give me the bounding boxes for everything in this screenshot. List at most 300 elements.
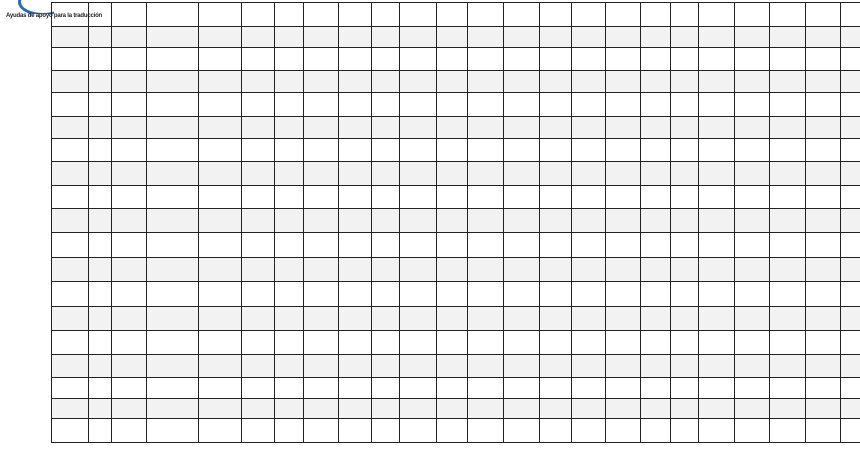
table-cell <box>112 233 147 258</box>
table-cell <box>400 378 437 399</box>
table-cell <box>504 162 540 186</box>
table-cell <box>89 27 112 48</box>
table-cell <box>572 233 606 258</box>
table-row <box>52 93 860 117</box>
table-cell <box>468 117 504 139</box>
table-cell <box>242 71 275 93</box>
table-cell <box>437 117 468 139</box>
table-cell <box>437 258 468 282</box>
table-cell <box>52 209 89 233</box>
table-cell <box>806 399 841 419</box>
table-cell <box>606 378 641 399</box>
table-cell <box>504 139 540 162</box>
logo-ring-icon <box>18 0 54 14</box>
table-cell <box>806 186 841 209</box>
table-cell <box>671 209 699 233</box>
table-cell <box>770 419 806 443</box>
table-cell <box>89 282 112 307</box>
table-cell <box>147 48 199 71</box>
logo <box>14 0 54 14</box>
table-cell <box>841 258 860 282</box>
table-cell <box>841 139 860 162</box>
table-cell <box>606 71 641 93</box>
table-cell <box>275 3 304 27</box>
table-cell <box>540 117 572 139</box>
table-cell <box>304 139 339 162</box>
table-cell <box>112 139 147 162</box>
table-row <box>52 355 860 378</box>
table-cell <box>242 419 275 443</box>
table-cell <box>52 186 89 209</box>
table-cell <box>841 3 860 27</box>
table-cell <box>112 93 147 117</box>
table-cell <box>304 378 339 399</box>
table-cell <box>735 233 770 258</box>
table-cell <box>147 331 199 355</box>
table-cell <box>641 71 671 93</box>
table-cell <box>275 282 304 307</box>
table-cell <box>606 419 641 443</box>
table-cell <box>372 48 400 71</box>
table-cell <box>841 419 860 443</box>
table-cell <box>606 209 641 233</box>
table-cell <box>275 233 304 258</box>
table-cell <box>770 282 806 307</box>
table-cell <box>304 93 339 117</box>
table-cell <box>641 258 671 282</box>
table-cell <box>199 258 242 282</box>
table-cell <box>540 186 572 209</box>
table-cell <box>52 162 89 186</box>
table-cell <box>699 3 735 27</box>
table-cell <box>339 3 372 27</box>
table-cell <box>572 186 606 209</box>
table-cell <box>671 258 699 282</box>
table-cell <box>372 399 400 419</box>
table-cell <box>437 233 468 258</box>
table-cell <box>339 378 372 399</box>
table-cell <box>199 331 242 355</box>
table-cell <box>841 399 860 419</box>
table-cell <box>199 355 242 378</box>
table-cell <box>468 258 504 282</box>
table-cell <box>304 162 339 186</box>
table-cell <box>671 93 699 117</box>
table-cell <box>735 282 770 307</box>
table-row <box>52 307 860 331</box>
table-cell <box>770 233 806 258</box>
table-cell <box>112 258 147 282</box>
table-cell <box>699 307 735 331</box>
table-cell <box>400 93 437 117</box>
table-cell <box>112 331 147 355</box>
table-cell <box>372 355 400 378</box>
table-cell <box>572 355 606 378</box>
table-cell <box>199 419 242 443</box>
table-cell <box>199 209 242 233</box>
table-cell <box>504 233 540 258</box>
table-cell <box>806 209 841 233</box>
table-cell <box>437 419 468 443</box>
table-cell <box>572 117 606 139</box>
table-cell <box>468 3 504 27</box>
table-cell <box>89 48 112 71</box>
table-cell <box>147 93 199 117</box>
table-cell <box>468 27 504 48</box>
table-cell <box>275 186 304 209</box>
table-cell <box>112 378 147 399</box>
table-cell <box>400 233 437 258</box>
table-cell <box>841 378 860 399</box>
table-cell <box>841 93 860 117</box>
table-cell <box>437 48 468 71</box>
table-cell <box>699 258 735 282</box>
table-cell <box>572 93 606 117</box>
table-cell <box>372 162 400 186</box>
table-cell <box>770 258 806 282</box>
table-cell <box>770 71 806 93</box>
table-cell <box>641 378 671 399</box>
table-cell <box>699 93 735 117</box>
table-cell <box>437 378 468 399</box>
table-cell <box>304 233 339 258</box>
table-cell <box>572 71 606 93</box>
table-cell <box>572 399 606 419</box>
table-cell <box>304 307 339 331</box>
table-body <box>52 3 860 443</box>
table-cell <box>540 209 572 233</box>
table-cell <box>504 71 540 93</box>
table-cell <box>372 186 400 209</box>
table-cell <box>606 331 641 355</box>
table-cell <box>735 419 770 443</box>
table-cell <box>606 186 641 209</box>
table-row <box>52 186 860 209</box>
table-cell <box>437 331 468 355</box>
table-cell <box>242 186 275 209</box>
table-cell <box>400 186 437 209</box>
table-cell <box>641 233 671 258</box>
table-cell <box>147 282 199 307</box>
table-cell <box>806 139 841 162</box>
table-cell <box>199 48 242 71</box>
table-cell <box>540 71 572 93</box>
table-cell <box>339 355 372 378</box>
table-cell <box>275 307 304 331</box>
table-cell <box>504 419 540 443</box>
table-cell <box>275 162 304 186</box>
table-cell <box>540 419 572 443</box>
page-caption: Ayudas de apoyo para la traducción <box>6 13 103 19</box>
table-cell <box>112 71 147 93</box>
table-cell <box>806 27 841 48</box>
table-cell <box>339 282 372 307</box>
table-cell <box>735 93 770 117</box>
table-cell <box>275 117 304 139</box>
table-row <box>52 139 860 162</box>
table-cell <box>841 48 860 71</box>
table-cell <box>304 258 339 282</box>
table-cell <box>112 48 147 71</box>
table-cell <box>671 3 699 27</box>
table-cell <box>339 209 372 233</box>
table-cell <box>339 233 372 258</box>
table-cell <box>147 71 199 93</box>
table-cell <box>841 233 860 258</box>
table-cell <box>735 3 770 27</box>
table-cell <box>275 139 304 162</box>
table-cell <box>89 378 112 399</box>
table-cell <box>735 48 770 71</box>
table-cell <box>770 27 806 48</box>
table-cell <box>304 355 339 378</box>
table-cell <box>671 233 699 258</box>
table-cell <box>641 209 671 233</box>
table-cell <box>147 162 199 186</box>
table-cell <box>540 93 572 117</box>
table-cell <box>671 27 699 48</box>
table-cell <box>841 209 860 233</box>
table-cell <box>147 307 199 331</box>
table-cell <box>304 48 339 71</box>
table-cell <box>147 258 199 282</box>
table-cell <box>437 3 468 27</box>
table-cell <box>147 186 199 209</box>
table-cell <box>699 378 735 399</box>
table-cell <box>735 399 770 419</box>
table-cell <box>147 399 199 419</box>
table-cell <box>199 27 242 48</box>
table-cell <box>275 399 304 419</box>
table-cell <box>770 331 806 355</box>
table-cell <box>606 139 641 162</box>
table-cell <box>504 48 540 71</box>
table-cell <box>400 139 437 162</box>
table-cell <box>606 355 641 378</box>
table-cell <box>699 139 735 162</box>
table-cell <box>339 258 372 282</box>
table-cell <box>806 3 841 27</box>
table-cell <box>699 186 735 209</box>
table-cell <box>806 331 841 355</box>
table-cell <box>468 139 504 162</box>
table-cell <box>699 282 735 307</box>
table-cell <box>400 331 437 355</box>
logo-label <box>38 0 54 1</box>
table-cell <box>52 93 89 117</box>
table-cell <box>770 209 806 233</box>
table-cell <box>89 162 112 186</box>
data-table <box>51 2 860 443</box>
table-cell <box>304 186 339 209</box>
table-cell <box>540 162 572 186</box>
table-cell <box>806 307 841 331</box>
table-cell <box>52 378 89 399</box>
table-cell <box>372 233 400 258</box>
table-cell <box>806 71 841 93</box>
table-cell <box>372 331 400 355</box>
table-cell <box>242 282 275 307</box>
table-cell <box>242 378 275 399</box>
table-cell <box>806 233 841 258</box>
table-cell <box>540 139 572 162</box>
table-cell <box>275 378 304 399</box>
table-cell <box>304 117 339 139</box>
table-cell <box>89 419 112 443</box>
table-cell <box>504 117 540 139</box>
table-row <box>52 209 860 233</box>
table-cell <box>199 378 242 399</box>
table-cell <box>372 307 400 331</box>
table-cell <box>400 162 437 186</box>
table-cell <box>572 162 606 186</box>
table-cell <box>372 27 400 48</box>
table-cell <box>339 162 372 186</box>
table-cell <box>504 186 540 209</box>
table-cell <box>841 117 860 139</box>
table-cell <box>735 186 770 209</box>
table-cell <box>606 162 641 186</box>
table-cell <box>735 258 770 282</box>
table-cell <box>699 27 735 48</box>
table-cell <box>147 139 199 162</box>
table-cell <box>504 93 540 117</box>
table-cell <box>671 139 699 162</box>
table-cell <box>400 209 437 233</box>
table-cell <box>671 307 699 331</box>
table-cell <box>540 3 572 27</box>
table-cell <box>468 282 504 307</box>
table-cell <box>841 331 860 355</box>
table-cell <box>275 419 304 443</box>
table-cell <box>641 139 671 162</box>
table-cell <box>770 355 806 378</box>
table-cell <box>540 282 572 307</box>
table-cell <box>641 355 671 378</box>
table-cell <box>641 282 671 307</box>
table-cell <box>770 3 806 27</box>
table-cell <box>275 331 304 355</box>
table-cell <box>52 139 89 162</box>
table-cell <box>199 93 242 117</box>
table-cell <box>147 117 199 139</box>
table-row <box>52 258 860 282</box>
table-cell <box>52 48 89 71</box>
table-cell <box>437 399 468 419</box>
table-cell <box>304 282 339 307</box>
table-cell <box>468 209 504 233</box>
table-cell <box>770 378 806 399</box>
table-cell <box>735 378 770 399</box>
table-cell <box>304 399 339 419</box>
table-cell <box>112 307 147 331</box>
table-cell <box>606 93 641 117</box>
table-cell <box>275 209 304 233</box>
table-cell <box>572 258 606 282</box>
table-cell <box>806 378 841 399</box>
table-cell <box>275 93 304 117</box>
table-cell <box>339 71 372 93</box>
table-cell <box>770 162 806 186</box>
table-cell <box>606 48 641 71</box>
table-cell <box>735 162 770 186</box>
table-cell <box>671 355 699 378</box>
table-cell <box>89 307 112 331</box>
table-cell <box>339 139 372 162</box>
table-cell <box>504 307 540 331</box>
table-cell <box>89 258 112 282</box>
table-cell <box>735 139 770 162</box>
table-cell <box>606 27 641 48</box>
table-cell <box>372 139 400 162</box>
table-cell <box>372 3 400 27</box>
table-cell <box>468 378 504 399</box>
table-cell <box>468 162 504 186</box>
table-cell <box>641 307 671 331</box>
table-cell <box>806 258 841 282</box>
table-cell <box>400 258 437 282</box>
table-cell <box>242 139 275 162</box>
table-cell <box>437 93 468 117</box>
table-cell <box>699 117 735 139</box>
table-cell <box>242 258 275 282</box>
table-cell <box>339 307 372 331</box>
table-cell <box>400 27 437 48</box>
table-cell <box>699 162 735 186</box>
table-cell <box>339 93 372 117</box>
table-cell <box>89 331 112 355</box>
table-cell <box>841 307 860 331</box>
table-cell <box>699 355 735 378</box>
table-cell <box>400 419 437 443</box>
table-cell <box>304 419 339 443</box>
table-cell <box>504 399 540 419</box>
table-cell <box>339 117 372 139</box>
table-cell <box>671 282 699 307</box>
table-cell <box>806 117 841 139</box>
table-cell <box>52 282 89 307</box>
table-cell <box>671 117 699 139</box>
table-row <box>52 71 860 93</box>
table-cell <box>275 71 304 93</box>
table-cell <box>699 71 735 93</box>
table-row <box>52 3 860 27</box>
table-cell <box>671 186 699 209</box>
table-cell <box>468 355 504 378</box>
table-cell <box>641 27 671 48</box>
table-cell <box>242 48 275 71</box>
table-cell <box>770 139 806 162</box>
table-cell <box>147 233 199 258</box>
table-cell <box>641 93 671 117</box>
table-cell <box>572 282 606 307</box>
table-cell <box>841 282 860 307</box>
table-cell <box>699 399 735 419</box>
table-cell <box>540 258 572 282</box>
table-cell <box>400 399 437 419</box>
table-cell <box>372 419 400 443</box>
table-cell <box>89 209 112 233</box>
table-cell <box>52 3 89 27</box>
table-cell <box>572 419 606 443</box>
table-cell <box>540 233 572 258</box>
table-cell <box>841 71 860 93</box>
table-cell <box>147 27 199 48</box>
table-cell <box>504 331 540 355</box>
table-cell <box>147 378 199 399</box>
table-cell <box>699 419 735 443</box>
table-cell <box>339 419 372 443</box>
